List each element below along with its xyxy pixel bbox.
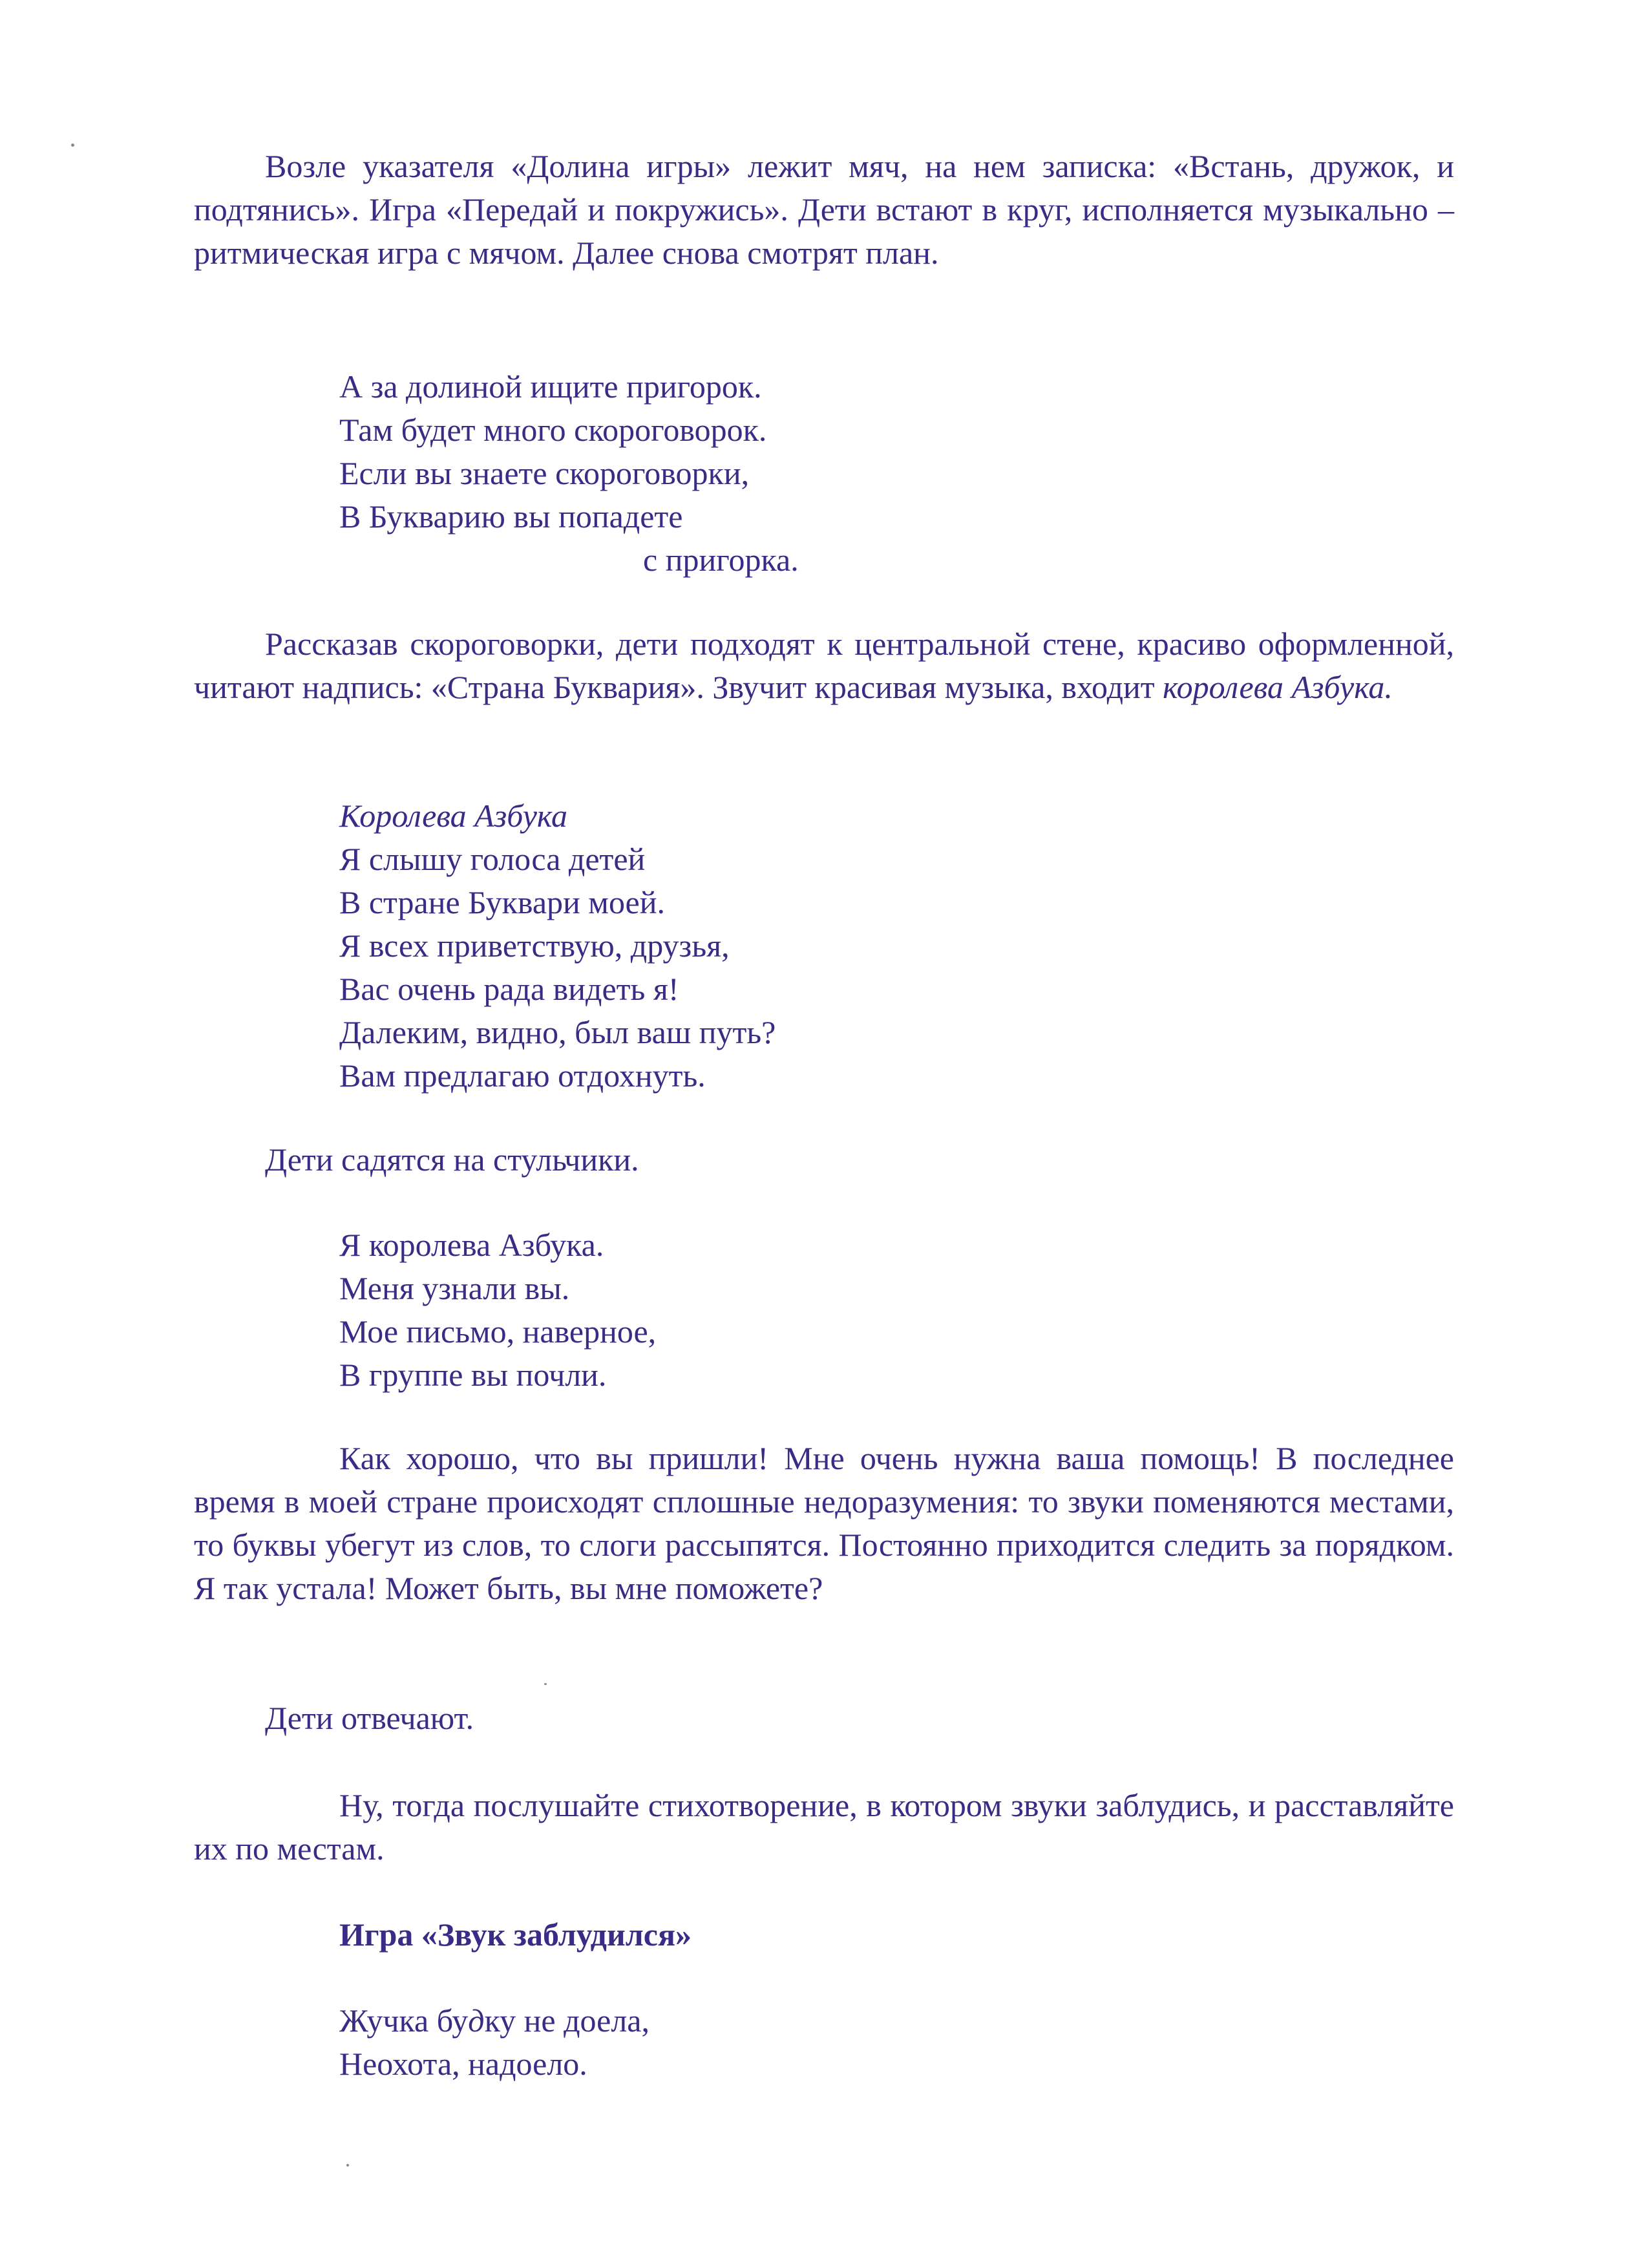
verse-line: Я королева Азбука. (339, 1227, 604, 1263)
paragraph-children-answer: Дети отвечают. (265, 1700, 474, 1736)
scan-speck (346, 2164, 349, 2167)
paragraph-valley-game: Возле указателя «Долина игры» лежит мяч, на нем записка: «Встань, дружок, и подтянись». Игра «Передай и покружись». Дети встают в круг, исполняется музыкально – ритмическая игра с мячом. Далее снова смотрят план. (194, 148, 1454, 271)
verse-queen-greeting (339, 794, 776, 1097)
verse-line: Если вы знаете скороговорки, (339, 455, 750, 491)
verse-line: Вас очень рада видеть я! (339, 971, 679, 1007)
paragraph-poem-intro: Ну, тогда послушайте стихотворение, в котором звуки заблудись, и расставляйте их по местам. (194, 1787, 1454, 1867)
paragraph-bukvaria (194, 622, 1454, 709)
verse-lost-sound (339, 1999, 650, 2086)
game-section (339, 1913, 692, 1956)
paragraph-text: Рассказав скороговорки, дети подходят к центральной стене, красиво оформленной, читают надпись: «Страна Буквария». Звучит красивая музыка, входит (194, 626, 1454, 705)
verse-queen-intro (339, 1224, 656, 1397)
verse-line (339, 1999, 650, 2042)
scan-speck (544, 1683, 547, 1685)
verse-line: Там будет много скороговорок. (339, 412, 767, 448)
verse-text: ку не доела, (484, 2002, 650, 2039)
queen-name-italic: королева Азбука. (1163, 669, 1393, 705)
verse-line: Далеким, видно, был ваш путь? (339, 1014, 776, 1050)
verse-hill (339, 365, 799, 582)
game-title: Игра «Звук заблудился» (339, 1916, 692, 1953)
verse-line: Мое письмо, наверное, (339, 1313, 657, 1350)
verse-line: Меня узнали вы. (339, 1270, 570, 1306)
verse-line: А за долиной ищите пригорок. (339, 368, 762, 405)
verse-text: Жучка бу (339, 2002, 469, 2039)
paragraph-children-sit: Дети садятся на стульчики. (265, 1141, 639, 1178)
speaker-name: Королева Азбука (339, 798, 568, 834)
verse-line: с пригорка. (643, 542, 799, 578)
verse-line: В стране Буквари моей. (339, 884, 666, 920)
verse-line: Я всех приветствую, друзья, (339, 927, 730, 964)
scan-speck (71, 143, 74, 147)
verse-line: Я слышу голоса детей (339, 841, 646, 877)
verse-line: Вам предлагаю отдохнуть. (339, 1057, 706, 1094)
verse-line: В группе вы почли. (339, 1357, 607, 1393)
verse-line: В Букварию вы попадете (339, 498, 683, 535)
verse-line: Неохота, надоело. (339, 2046, 587, 2082)
paragraph-queen-request: Как хорошо, что вы пришли! Мне очень нужна ваша помощь! В последнее время в моей стране происходят сплошные недоразумения: то звуки поменяются местами, то буквы убегут из слов, то слоги рассыпятся. Постоянно приходится следить за порядком. Я так устала! Может быть, вы мне поможете? (194, 1440, 1454, 1606)
lost-sound-letter: д (468, 2002, 485, 2039)
